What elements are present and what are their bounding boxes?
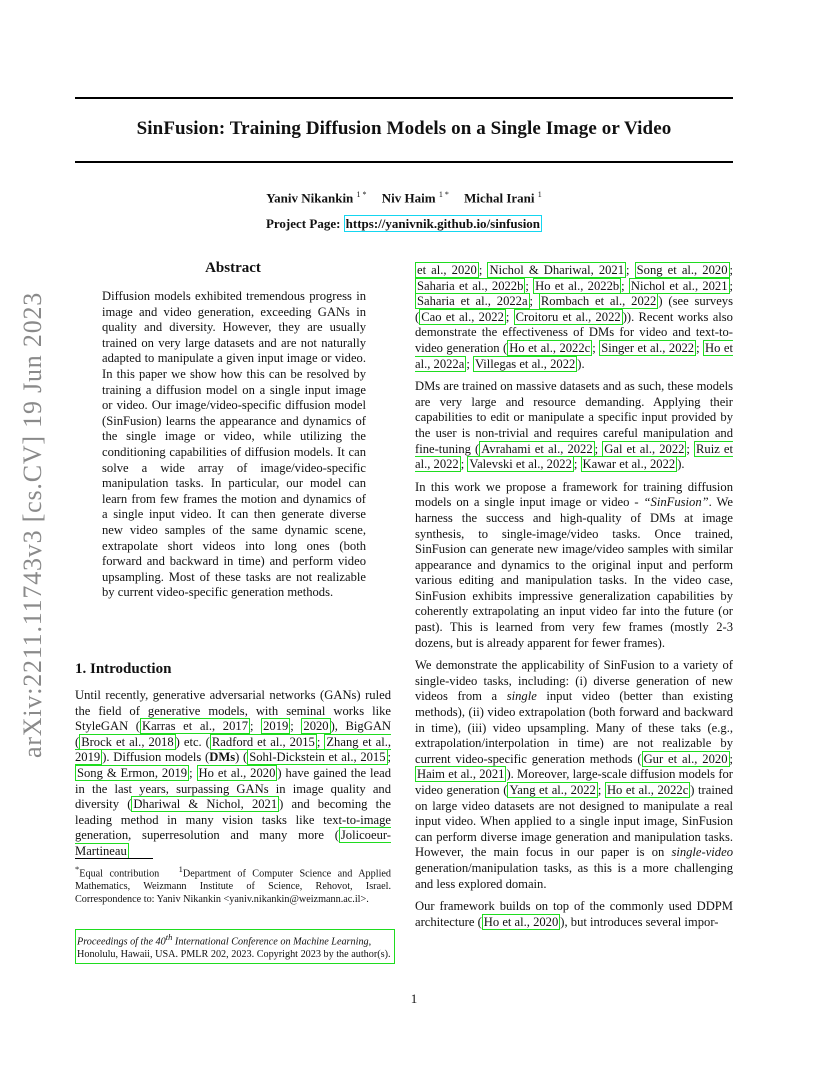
author-affiliation-mark: 1 * <box>356 190 367 199</box>
citation-link[interactable]: Gal et al., 2022 <box>604 441 685 456</box>
introduction-paragraph <box>75 688 391 860</box>
author-name: Niv Haim <box>381 190 436 206</box>
citation-link[interactable]: Saharia et al., 2022b <box>417 278 524 293</box>
text: ; <box>250 719 262 734</box>
author-list <box>75 190 733 206</box>
footnote-affiliation: Department of Computer Science and Applied Mathematics, Weizmann Institute of Science, Rehovot, Israel. Correspondence to: Yaniv Nikankin <yaniv.nikankin@weizmann.ac.il>. <box>75 868 392 905</box>
project-page-label: Project Page: <box>265 216 341 231</box>
text: ; <box>460 457 468 472</box>
text: )). Recent works also demonstrate the effectiveness of DMs for video and text-to-video generation ( <box>415 309 733 355</box>
citation-link[interactable]: Ho et al., 2022c <box>509 340 591 355</box>
footnote-equal-contribution: Equal contribution <box>79 868 160 880</box>
citation-link[interactable]: Yang et al., 2022 <box>509 783 596 797</box>
text: ; <box>387 750 392 765</box>
text: ), but introduces several impor- <box>560 914 719 929</box>
citation-link[interactable]: Ho et al., 2020 <box>198 765 276 780</box>
citation-link[interactable]: Haim et al., 2021 <box>417 767 505 782</box>
citation-link[interactable]: Karras et al., 2017 <box>141 719 248 734</box>
text: ) (see surveys ( <box>415 294 733 324</box>
citation-link[interactable]: Jolicoeur-Martineau <box>75 828 391 858</box>
proceedings-conference: International Conference on Machine Learning <box>172 936 369 948</box>
project-page <box>75 216 733 232</box>
paragraph <box>415 263 733 372</box>
text: DMs are trained on massive datasets and as such, these models are very large and resource demanding. Applying their capabilities to edit or manipulate a specific input provided by the user is non-trivial and requires careful manipulation and fine-tuning ( <box>415 379 733 456</box>
text: ; <box>686 441 695 456</box>
abstract-heading: Abstract <box>205 260 261 276</box>
title-bottom-rule <box>75 161 733 163</box>
project-page-link[interactable]: https://yanivnik.github.io/sinfusion <box>345 216 541 231</box>
citation-link[interactable]: Dhariwal & Nichol, 2021 <box>133 797 278 812</box>
citation-link[interactable]: Croitoru et al., 2022 <box>515 309 621 324</box>
citation-link[interactable]: et al., 2020 <box>417 263 477 277</box>
author-name: Michal Irani <box>464 190 535 206</box>
citation-link[interactable]: Ho et al., 2022b <box>535 278 620 293</box>
text: ) etc. ( <box>175 734 210 749</box>
text: ). <box>577 356 585 371</box>
citation-link[interactable]: Kawar et al., 2022 <box>582 457 676 472</box>
emphasis: single-video <box>671 845 733 860</box>
text: ) ( <box>235 750 248 765</box>
text: ; <box>594 441 603 456</box>
paragraph <box>415 658 733 892</box>
text: ; <box>290 719 302 734</box>
citation-link[interactable]: Ho et al., 2020 <box>483 914 559 929</box>
proceedings-location: , Honolulu, Hawaii, USA. PMLR 202, 2023. Copyright 2023 by the author(s). <box>77 936 391 960</box>
text: ). <box>677 457 685 472</box>
text: In this work we propose a framework for training diffusion models on a single input image or video - <box>415 479 733 510</box>
top-rule <box>75 97 733 99</box>
footnote-rule <box>75 858 153 859</box>
citation-link[interactable]: 2019 <box>263 719 289 734</box>
citation-link[interactable]: Villegas et al., 2022 <box>474 356 576 371</box>
author-affiliation-mark: 1 * <box>438 190 449 199</box>
citation-link[interactable]: Rombach et al., 2022 <box>540 294 657 309</box>
citation-link[interactable]: Avrahami et al., 2022 <box>481 441 593 456</box>
text: ; <box>621 278 629 293</box>
page-number: 1 <box>410 991 418 1006</box>
citation-link[interactable]: Ho et al., 2022a <box>415 340 733 371</box>
citation-link[interactable]: Valevski et al., 2022 <box>469 457 572 472</box>
text: ; <box>597 783 605 797</box>
text: . We harness the success and high-quality of DMs at image synthesis, to single-image/video tasks. Once trained, SinFusion can generate new image/video samples with similar appearance and dynamics to the original input and perform various editing and manipulation tasks. In the video case, SinFusion exhibits impressive generalization capabilities by coherently extrapolating an input video far into the future (or past). This is learned from very few frames (mostly 2-3 dozens, but is already apparent for fewer frames). <box>415 495 733 650</box>
footnote: *Equal contribution $^1$Department of Computer Science and Applied Mathematics, Weizmann Institute of Science, Rehovot, Israel. Correspondence to: Yaniv Nikankin <yaniv.nikankin@weizmann.ac.il>. <box>75 864 392 905</box>
citation-link[interactable]: Zhang et al., 2019 <box>75 734 392 765</box>
citation-link[interactable]: Brock et al., 2018 <box>81 734 174 749</box>
text: ) trained on large video datasets are not designed to manipulate a real input video. When applied to a single input image, SinFusion can perform diverse image generation and manipulation tasks. However, the main focus in our paper is on <box>415 783 734 860</box>
text: ; <box>505 309 514 324</box>
emphasis: single <box>506 689 537 704</box>
text: generation/manipulation tasks, as this is a more challenging and less explored domain. <box>415 860 733 891</box>
paragraph <box>415 899 733 930</box>
text: ; <box>189 765 197 780</box>
citation-link[interactable]: Nichol et al., 2021 <box>630 278 728 293</box>
text: ; <box>529 294 539 309</box>
citation-link[interactable]: Cao et al., 2022 <box>421 309 504 324</box>
citation-link[interactable]: Radford et al., 2015 <box>211 734 315 749</box>
text: ; <box>592 340 600 355</box>
citation-link[interactable]: Saharia et al., 2022a <box>417 294 528 309</box>
citation-link[interactable]: 2020 <box>303 719 329 734</box>
citation-link[interactable]: Gur et al., 2020 <box>643 751 728 766</box>
text: ; <box>729 263 733 277</box>
citation-link[interactable]: Song et al., 2020 <box>636 263 728 277</box>
citation-link[interactable]: Nichol & Dhariwal, 2021 <box>489 263 625 277</box>
proceedings-ordinal: th <box>165 932 173 942</box>
proceedings-venue: Proceedings of the 40 <box>77 936 166 948</box>
text: input video (better than existing methods), (ii) video extrapolation (both forward and backward in time), (iii) video upsampling. Many of these taks (e.g., extrapolation/interpolation in time) are not realizable by current video-specific generation methods ( <box>415 689 733 766</box>
text: ; <box>573 457 581 472</box>
author-affiliation-mark: 1 <box>537 190 542 199</box>
text: ) and becoming the leading method in many vision tasks like text-to-image generation, superresolution and many more ( <box>75 797 392 843</box>
citation-link[interactable]: Singer et al., 2022 <box>601 340 695 355</box>
text: We demonstrate the applicability of SinFusion to a variety of single-video tasks, including: (i) diverse generation of new videos from a <box>415 658 733 704</box>
section-heading-introduction: 1. Introduction <box>75 661 172 677</box>
text: ; <box>525 278 534 293</box>
bold-term: DMs <box>209 750 236 765</box>
text: ; <box>626 263 635 277</box>
text: ; <box>478 263 488 277</box>
paragraph <box>415 379 733 473</box>
text: ). Diffusion models ( <box>102 750 210 765</box>
author-name: Yaniv Nikankin <box>266 190 354 206</box>
citation-link[interactable]: Ruiz et al., 2022 <box>415 441 734 472</box>
citation-link[interactable]: Sohl-Dickstein et al., 2015 <box>249 750 386 765</box>
text: ) have gained the lead in the last years, surpassing GANs in image quality and diversity ( <box>75 765 391 812</box>
text: ; <box>466 356 473 371</box>
citation-link[interactable]: Song & Ermon, 2019 <box>77 765 188 780</box>
text: Until recently, generative adversarial networks (GANs) ruled the field of generative models, with seminal works like StyleGAN ( <box>75 688 391 734</box>
text: ; <box>696 340 704 355</box>
text: ; <box>729 278 734 293</box>
text: ). Moreover, large-scale diffusion models for video generation ( <box>415 767 734 797</box>
method-name: “SinFusion” <box>643 495 709 510</box>
paragraph <box>415 480 733 652</box>
citation-link[interactable]: Ho et al., 2022c <box>606 783 689 797</box>
text: ; <box>316 734 325 749</box>
text: ; <box>729 751 733 766</box>
text: ), BigGAN ( <box>75 719 392 749</box>
right-column <box>415 263 733 937</box>
text: Our framework builds on top of the commonly used DDPM architecture ( <box>415 899 733 929</box>
arxiv-stamp: arXiv:2211.11743v3 [cs.CV] 19 Jun 2023 <box>18 291 47 758</box>
abstract-body: Diffusion models exhibited tremendous progress in image and video generation, exceeding GANs in quality and diversity. However, they are usually trained on very large datasets and are not naturally adapted to manipulate a given input image or video. In this paper we show how this can be resolved by training a diffusion model on a single input image or video. Our image/video-specific diffusion model (SinFusion) learns the appearance and dynamics of the single image or video, while utilizing the conditioning capabilities of diffusion models. It can solve a wide array of image/video-specific manipulation tasks. In particular, our model can learn from few frames the motion and dynamics of a single input video. It can then generate diverse new video samples of the same dynamic scene, extrapolate short videos into long ones (both forward and backward in time) and perform video upsampling. Most of these tasks are not realizable by current video-specific generation methods. <box>102 289 366 600</box>
proceedings-notice[interactable] <box>75 929 395 964</box>
paper-title: SinFusion: Training Diffusion Models on a Single Image or Video <box>136 118 672 139</box>
